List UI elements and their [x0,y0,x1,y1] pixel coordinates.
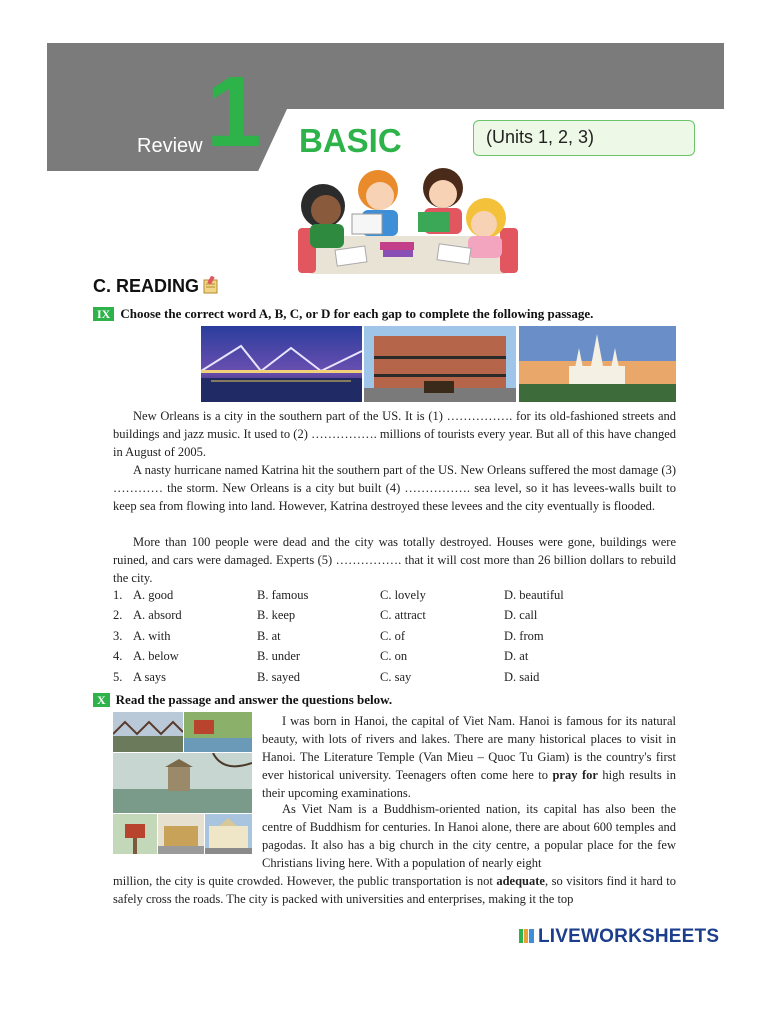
temple-gate-photo [158,814,204,854]
question-row [113,649,633,667]
option-a[interactable]: A. with [133,629,171,643]
review-number: 1 [206,56,262,168]
question-row [113,629,633,647]
option-c[interactable]: C. lovely [380,588,426,602]
task-x-paragraph-1: I was born in Hanoi, the capital of Viet Nam. Hanoi is famous for its natural beauty, with lots of rivers and lakes. There are many historical places to visit in Hanoi. The Literature Temple (Van Mieu – Quoc Tu Giam) is the country's first ever historical university. Teenagers often come here to pray for high results in their upcoming examinations. [262,714,676,800]
option-b[interactable]: B. keep [257,608,296,622]
option-d[interactable]: D. call [504,608,538,622]
option-a[interactable]: A. below [133,649,179,663]
passage-paragraph-3: More than 100 people were dead and the city was totally destroyed. Houses were gone, buildings were ruined, and cars were damaged. Experts (5) ……………. that it will cost more than 26 billion dollars to rebuild the city. [113,535,676,585]
task-x-paragraph-2a: As Viet Nam is a Buddhism-oriented nation, its capital has also been the centre of Buddhism for centuries. In Hanoi alone, there are about 600 temples and pagodas. It also has a big church in the city centre, a popular place for the few Christians living here. With a population of nearly eight [262,802,676,870]
task-x-text: Read the passage and answer the questions below. [115,692,393,707]
option-b[interactable]: B. under [257,649,301,663]
option-d[interactable]: D. said [504,670,540,684]
task-ix-instruction [93,306,593,322]
task-x-badge: X [93,693,110,707]
task-ix-badge: IX [93,307,114,321]
passage-paragraph-1: New Orleans is a city in the southern part of the US. It is (1) ……………. for its old-fashioned streets and buildings and jazz music. It used to (2) ……………. millions of tourists every year. But all of this have changed in August of 2005. [113,409,676,459]
pray-for-keyword: pray for [552,768,598,782]
question-number: 4. [113,649,123,663]
task-x-instruction [93,692,392,708]
option-c[interactable]: C. on [380,649,408,663]
units-label: (Units 1, 2, 3) [473,120,695,156]
adequate-keyword: adequate [496,874,545,888]
pencil-paper-icon [203,276,219,294]
option-d[interactable]: D. at [504,649,529,663]
option-c[interactable]: C. attract [380,608,426,622]
question-number: 1. [113,588,123,602]
question-row [113,588,633,606]
option-c[interactable]: C. say [380,670,412,684]
section-heading: C. READING [93,276,200,296]
option-b[interactable]: B. at [257,629,281,643]
lake-pavilion-photo [184,712,252,752]
long-bien-bridge-photo [113,712,183,752]
turtle-tower-photo [113,753,252,813]
option-b[interactable]: B. famous [257,588,309,602]
option-a[interactable]: A. good [133,588,174,602]
review-label: Review [137,135,203,157]
option-d[interactable]: D. from [504,629,544,643]
question-number: 3. [113,629,123,643]
option-c[interactable]: C. of [380,629,405,643]
opera-house-photo [205,814,252,854]
question-row [113,670,633,688]
liveworksheets-logo-icon [519,929,535,943]
question-number: 2. [113,608,123,622]
logo-text: LIVEWORKSHEETS [538,926,720,947]
french-quarter-photo [364,326,516,402]
level-title: BASIC [299,122,402,159]
question-row [113,608,633,626]
bridge-night-photo [201,326,362,402]
cathedral-photo [519,326,676,402]
liveworksheets-logo[interactable] [519,926,719,948]
option-a[interactable]: A says [133,670,166,684]
one-pillar-pagoda-photo [113,814,157,854]
task-ix-text: Choose the correct word A, B, C, or D for each gap to complete the following passage. [120,306,594,321]
header-banner [47,43,724,109]
question-number: 5. [113,670,123,684]
task-x-paragraph-2b: million, the city is quite crowded. However, the public transportation is not adequate, so visitors find it hard to safely cross the roads. The city is packed with universities and enterprises, making it the top [113,874,676,906]
option-a[interactable]: A. absord [133,608,182,622]
passage-paragraph-2: A nasty hurricane named Katrina hit the southern part of the US. New Orleans suffered the most damage (3) ………… the storm. New Orleans is a city but built (4) ……………. sea level, so it has levees-walls built to keep sea from flowing into land. However, Katrina destroyed these levees and the city eventually is flooded. [113,463,676,513]
children-reading-illustration [288,166,528,281]
option-d[interactable]: D. beautiful [504,588,564,602]
option-b[interactable]: B. sayed [257,670,301,684]
